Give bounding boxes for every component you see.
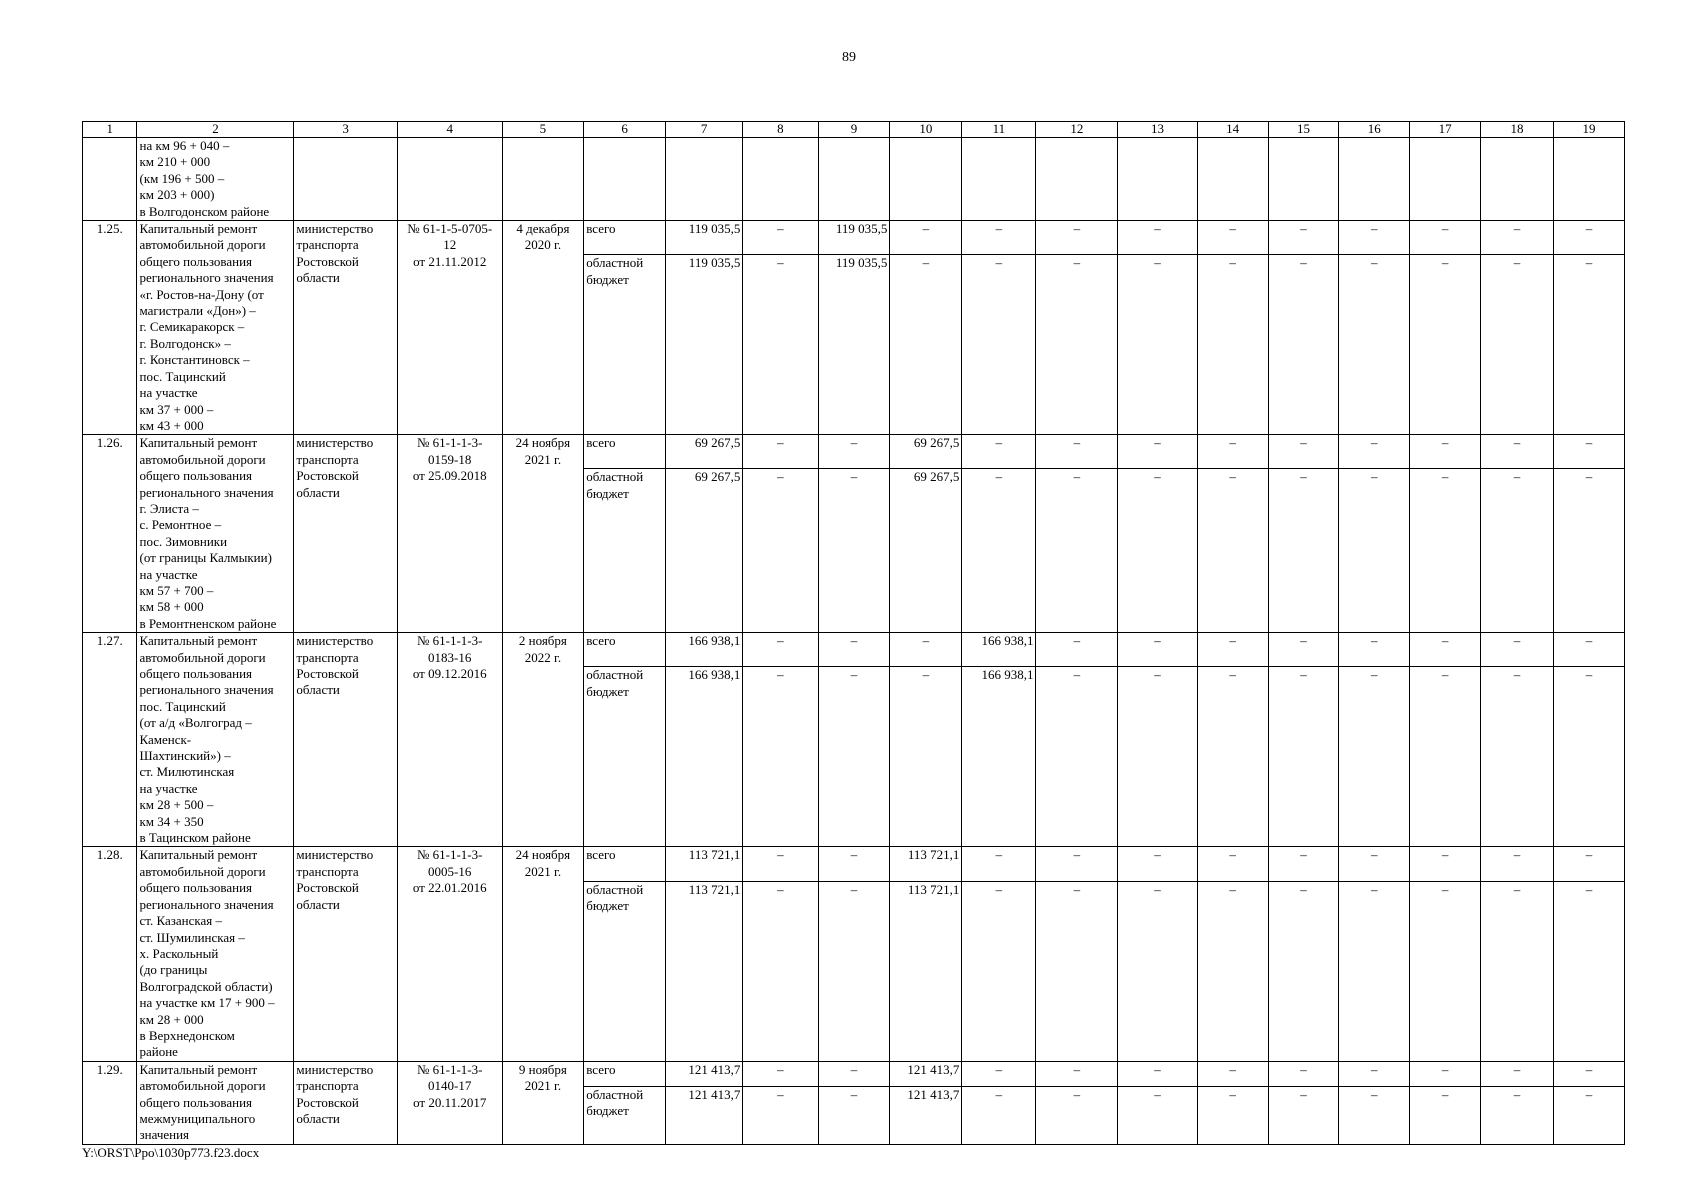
amount-cell-17: – — [1410, 1086, 1481, 1144]
amount-cell-16: – — [1339, 633, 1410, 667]
customer-cell: министерство транспорта Ростовской области — [294, 435, 398, 633]
expertise-cell: № 61-1-1-3- 0140-17 от 20.11.2017 — [397, 1061, 502, 1144]
object-row-total — [83, 633, 1625, 667]
amount-cell-19: – — [1554, 221, 1625, 255]
amount-cell-8: – — [743, 221, 818, 255]
amount-cell-11: – — [962, 881, 1036, 1061]
object-name-cell: Капитальный ремонт автомобильной дороги общего пользования регионального значения ст. Казанская – ст. Шумилинская – х. Раскольный (до границы Волгоградской области) на участке км 17 + 900 – км 28 + 000 в Верхнедонском районе — [137, 847, 294, 1061]
customer-cell: министерство транспорта Ростовской области — [294, 1061, 398, 1144]
amount-cell-10: 69 267,5 — [890, 435, 962, 469]
object-row-total — [83, 221, 1625, 255]
column-header-3: 3 — [294, 122, 398, 138]
amount-cell-9: – — [818, 435, 890, 469]
amount-cell-9: – — [818, 1061, 890, 1086]
row-number-cell: 1.25. — [83, 221, 137, 435]
amount-cell-19: – — [1554, 469, 1625, 633]
amount-cell-17: – — [1410, 255, 1481, 435]
amount-cell-12: – — [1036, 221, 1118, 255]
deadline-cell: 2 ноября 2022 г. — [502, 633, 584, 847]
column-header-16: 16 — [1339, 122, 1410, 138]
amount-cell-13: – — [1118, 881, 1198, 1061]
amount-cell-16: – — [1339, 221, 1410, 255]
amount-cell-16: – — [1339, 469, 1410, 633]
object-row-total — [83, 435, 1625, 469]
amount-cell-17: – — [1410, 667, 1481, 847]
deadline-cell: 24 ноября 2021 г. — [502, 847, 584, 1061]
column-header-9: 9 — [818, 122, 890, 138]
amount-cell-7: 119 035,5 — [665, 255, 742, 435]
funding-source-cell: областной бюджет — [584, 881, 666, 1061]
amount-cell-14: – — [1197, 435, 1268, 469]
amount-cell-12: – — [1036, 1061, 1118, 1086]
column-header-10: 10 — [890, 122, 962, 138]
funding-source-cell: всего — [584, 633, 666, 667]
amount-cell-9: 119 035,5 — [818, 255, 890, 435]
amount-cell-11: – — [962, 435, 1036, 469]
amount-cell-12: – — [1036, 881, 1118, 1061]
object-name-cell: Капитальный ремонт автомобильной дороги общего пользования регионального значения г. Элиста – с. Ремонтное – пос. Зимовники (от границы Калмыкии) на участке км 57 + 700 – км 58 + 000 в Ремонтненском районе — [137, 435, 294, 633]
amount-cell-12: – — [1036, 667, 1118, 847]
amount-cell-12: – — [1036, 469, 1118, 633]
object-name-cell: на км 96 + 040 – км 210 + 000 (км 196 + 500 – км 203 + 000) в Волгодонском районе — [137, 138, 294, 221]
column-header-19: 19 — [1554, 122, 1625, 138]
amount-cell-13: – — [1118, 633, 1198, 667]
amount-cell-7: 113 721,1 — [665, 847, 742, 881]
amount-cell-17: – — [1410, 435, 1481, 469]
amount-cell-9: 119 035,5 — [818, 221, 890, 255]
amount-cell-7: 121 413,7 — [665, 1086, 742, 1144]
column-header-8: 8 — [743, 122, 818, 138]
amount-cell-9: – — [818, 667, 890, 847]
amount-cell-7: 166 938,1 — [665, 633, 742, 667]
row-number-cell: 1.29. — [83, 1061, 137, 1144]
amount-cell-18: – — [1481, 633, 1554, 667]
amount-cell-16: – — [1339, 255, 1410, 435]
amount-cell-15: – — [1268, 255, 1339, 435]
column-header-5: 5 — [502, 122, 584, 138]
expertise-cell: № 61-1-1-3- 0183-16 от 09.12.2016 — [397, 633, 502, 847]
amount-cell-14: – — [1197, 469, 1268, 633]
amount-cell-11: – — [962, 221, 1036, 255]
column-header-17: 17 — [1410, 122, 1481, 138]
object-name-cell: Капитальный ремонт автомобильной дороги общего пользования межмуниципального значения — [137, 1061, 294, 1144]
amount-cell-16: – — [1339, 667, 1410, 847]
amount-cell-16: – — [1339, 435, 1410, 469]
footer-file-path: Y:\ORST\Ppo\1030p773.f23.docx — [82, 1145, 260, 1160]
amount-cell-8: – — [743, 847, 818, 881]
funding-source-cell: всего — [584, 1061, 666, 1086]
amount-cell-18: – — [1481, 1061, 1554, 1086]
column-header-6: 6 — [584, 122, 666, 138]
amount-cell-17: – — [1410, 469, 1481, 633]
column-header-14: 14 — [1197, 122, 1268, 138]
amount-cell-8: – — [743, 881, 818, 1061]
column-header-11: 11 — [962, 122, 1036, 138]
amount-cell-19: – — [1554, 633, 1625, 667]
amount-cell-14: – — [1197, 667, 1268, 847]
amount-cell-10: 113 721,1 — [890, 881, 962, 1061]
amount-cell-15: – — [1268, 221, 1339, 255]
investment-table — [82, 121, 1625, 1145]
amount-cell-14: – — [1197, 255, 1268, 435]
object-name-cell: Капитальный ремонт автомобильной дороги общего пользования регионального значения пос. Тацинский (от а/д «Волгоград – Каменск- Шахтинский») – ст. Милютинская на участке км 28 + 500 – км 34 + 350 в Тацинском районе — [137, 633, 294, 847]
amount-cell-19: – — [1554, 435, 1625, 469]
amount-cell-10: – — [890, 221, 962, 255]
deadline-cell: 24 ноября 2021 г. — [502, 435, 584, 633]
amount-cell-14: – — [1197, 881, 1268, 1061]
amount-cell-18: – — [1481, 881, 1554, 1061]
amount-cell-8: – — [743, 435, 818, 469]
amount-cell-8: – — [743, 667, 818, 847]
amount-cell-7: 69 267,5 — [665, 469, 742, 633]
amount-cell-10: – — [890, 255, 962, 435]
amount-cell-13: – — [1118, 667, 1198, 847]
amount-cell-14: – — [1197, 1061, 1268, 1086]
amount-cell-13: – — [1118, 1086, 1198, 1144]
customer-cell: министерство транспорта Ростовской области — [294, 633, 398, 847]
amount-cell-18: – — [1481, 1086, 1554, 1144]
amount-cell-18: – — [1481, 221, 1554, 255]
amount-cell-7: 119 035,5 — [665, 221, 742, 255]
column-header-7: 7 — [665, 122, 742, 138]
amount-cell-15: – — [1268, 633, 1339, 667]
amount-cell-19: – — [1554, 667, 1625, 847]
amount-cell-12: – — [1036, 435, 1118, 469]
amount-cell-19: – — [1554, 1061, 1625, 1086]
funding-source-cell: областной бюджет — [584, 469, 666, 633]
amount-cell-11: 166 938,1 — [962, 667, 1036, 847]
amount-cell-9: – — [818, 847, 890, 881]
object-row-total — [83, 1061, 1625, 1086]
amount-cell-19: – — [1554, 847, 1625, 881]
object-name-cell: Капитальный ремонт автомобильной дороги общего пользования регионального значения «г. Ростов-на-Дону (от магистрали «Дон») – г. Семикаракорск – г. Волгодонск» – г. Константиновск – пос. Тацинский на участке км 37 + 000 – км 43 + 000 — [137, 221, 294, 435]
amount-cell-15: – — [1268, 847, 1339, 881]
amount-cell-17: – — [1410, 847, 1481, 881]
amount-cell-13: – — [1118, 1061, 1198, 1086]
amount-cell-16: – — [1339, 1061, 1410, 1086]
amount-cell-10: 69 267,5 — [890, 469, 962, 633]
amount-cell-11: – — [962, 1061, 1036, 1086]
amount-cell-13: – — [1118, 847, 1198, 881]
amount-cell-9: – — [818, 469, 890, 633]
column-header-12: 12 — [1036, 122, 1118, 138]
amount-cell-15: – — [1268, 881, 1339, 1061]
amount-cell-7: 166 938,1 — [665, 667, 742, 847]
amount-cell-8: – — [743, 1086, 818, 1144]
column-header-4: 4 — [397, 122, 502, 138]
amount-cell-18: – — [1481, 469, 1554, 633]
expertise-cell: № 61-1-1-3- 0159-18 от 25.09.2018 — [397, 435, 502, 633]
amount-cell-16: – — [1339, 881, 1410, 1061]
amount-cell-15: – — [1268, 1086, 1339, 1144]
deadline-cell: 4 декабря 2020 г. — [502, 221, 584, 435]
amount-cell-9: – — [818, 1086, 890, 1144]
amount-cell-17: – — [1410, 633, 1481, 667]
expertise-cell: № 61-1-5-0705- 12 от 21.11.2012 — [397, 221, 502, 435]
amount-cell-17: – — [1410, 1061, 1481, 1086]
row-number-cell: 1.28. — [83, 847, 137, 1061]
amount-cell-14: – — [1197, 847, 1268, 881]
amount-cell-12: – — [1036, 847, 1118, 881]
amount-cell-11: – — [962, 255, 1036, 435]
amount-cell-8: – — [743, 469, 818, 633]
amount-cell-7: 69 267,5 — [665, 435, 742, 469]
amount-cell-18: – — [1481, 255, 1554, 435]
amount-cell-18: – — [1481, 435, 1554, 469]
customer-cell: министерство транспорта Ростовской области — [294, 847, 398, 1061]
expertise-cell: № 61-1-1-3- 0005-16 от 22.01.2016 — [397, 847, 502, 1061]
amount-cell-9: – — [818, 881, 890, 1061]
amount-cell-19: – — [1554, 881, 1625, 1061]
amount-cell-16: – — [1339, 847, 1410, 881]
amount-cell-14: – — [1197, 1086, 1268, 1144]
funding-source-cell: областной бюджет — [584, 255, 666, 435]
amount-cell-15: – — [1268, 1061, 1339, 1086]
funding-source-cell: всего — [584, 221, 666, 255]
amount-cell-14: – — [1197, 221, 1268, 255]
funding-source-cell: всего — [584, 847, 666, 881]
amount-cell-15: – — [1268, 667, 1339, 847]
object-row-total — [83, 847, 1625, 881]
row-number-cell: 1.26. — [83, 435, 137, 633]
funding-source-cell: областной бюджет — [584, 667, 666, 847]
amount-cell-19: – — [1554, 255, 1625, 435]
amount-cell-9: – — [818, 633, 890, 667]
amount-cell-10: 121 413,7 — [890, 1086, 962, 1144]
amount-cell-11: – — [962, 1086, 1036, 1144]
amount-cell-11: 166 938,1 — [962, 633, 1036, 667]
amount-cell-7: 113 721,1 — [665, 881, 742, 1061]
column-header-15: 15 — [1268, 122, 1339, 138]
amount-cell-13: – — [1118, 469, 1198, 633]
amount-cell-12: – — [1036, 255, 1118, 435]
deadline-cell: 9 ноября 2021 г. — [502, 1061, 584, 1144]
amount-cell-12: – — [1036, 633, 1118, 667]
amount-cell-15: – — [1268, 435, 1339, 469]
amount-cell-10: – — [890, 667, 962, 847]
amount-cell-8: – — [743, 633, 818, 667]
amount-cell-12: – — [1036, 1086, 1118, 1144]
amount-cell-16: – — [1339, 1086, 1410, 1144]
amount-cell-10: 113 721,1 — [890, 847, 962, 881]
amount-cell-18: – — [1481, 667, 1554, 847]
amount-cell-7: 121 413,7 — [665, 1061, 742, 1086]
amount-cell-13: – — [1118, 221, 1198, 255]
amount-cell-8: – — [743, 1061, 818, 1086]
amount-cell-8: – — [743, 255, 818, 435]
column-header-18: 18 — [1481, 122, 1554, 138]
amount-cell-11: – — [962, 847, 1036, 881]
customer-cell: министерство транспорта Ростовской области — [294, 221, 398, 435]
amount-cell-10: 121 413,7 — [890, 1061, 962, 1086]
amount-cell-19: – — [1554, 1086, 1625, 1144]
amount-cell-13: – — [1118, 255, 1198, 435]
column-number-row — [83, 122, 1625, 138]
amount-cell-10: – — [890, 633, 962, 667]
amount-cell-15: – — [1268, 469, 1339, 633]
row-number-cell: 1.27. — [83, 633, 137, 847]
column-header-13: 13 — [1118, 122, 1198, 138]
funding-source-cell: всего — [584, 435, 666, 469]
continuation-row — [83, 138, 1625, 221]
amount-cell-11: – — [962, 469, 1036, 633]
column-header-2: 2 — [137, 122, 294, 138]
funding-source-cell: областной бюджет — [584, 1086, 666, 1144]
amount-cell-17: – — [1410, 221, 1481, 255]
amount-cell-17: – — [1410, 881, 1481, 1061]
column-header-1: 1 — [83, 122, 137, 138]
amount-cell-14: – — [1197, 633, 1268, 667]
page-number: 89 — [842, 50, 856, 65]
amount-cell-18: – — [1481, 847, 1554, 881]
amount-cell-13: – — [1118, 435, 1198, 469]
